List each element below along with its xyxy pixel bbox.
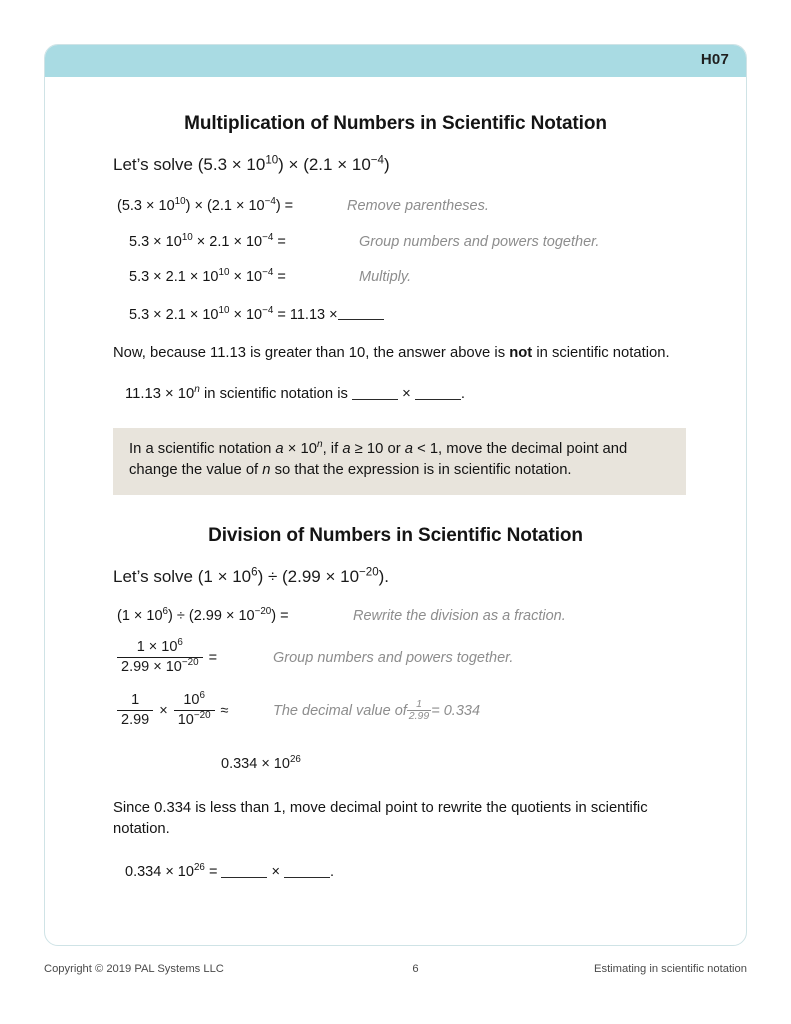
division-fraction-row-1 [45, 639, 746, 676]
footer-page-number: 6 [412, 963, 419, 975]
fillin-exponent: n [194, 384, 200, 396]
division-section-title: Division of Numbers in Scientific Notation [208, 524, 583, 546]
div-step-part-c: ) = [271, 607, 289, 624]
numerator-exponent: 6 [177, 637, 183, 649]
page-code-label: H07 [700, 51, 729, 68]
fillin-text-b: in scientific notation is [199, 386, 353, 403]
callout-exponent-n: n [316, 438, 323, 450]
multiplication-explanation-paragraph [113, 343, 746, 364]
division-intermediate-result [45, 753, 746, 772]
step-expr-part-c: = 11.13 × [273, 306, 338, 323]
multiplication-section-title: Multiplication of Numbers in Scientific Notation [184, 113, 607, 134]
division-lead-line [113, 567, 746, 587]
step-expr-part-c: ) = [275, 198, 294, 214]
step-expr-part-b: × 10 [229, 306, 263, 323]
denominator-exponent: −20 [181, 657, 199, 669]
numerator-exponent: 6 [199, 690, 205, 702]
div-lead-exponent-2: −20 [359, 565, 379, 578]
div-lead-text-c: ). [378, 566, 390, 586]
step-expr-sup-1: 10 [181, 231, 193, 243]
multiplication-step-row [45, 267, 746, 285]
step-expression [45, 267, 351, 285]
step-expr-part-a: 5.3 × 2.1 × 10 [129, 306, 219, 323]
page-footer [44, 963, 747, 975]
fraction [117, 692, 153, 729]
fraction-numerator: 1 [117, 692, 153, 711]
final-equals-sign: = [208, 864, 218, 881]
div-lead-text-a: Let’s solve (1 × 10 [113, 566, 252, 586]
numerator-text: 10 [183, 692, 200, 709]
fraction-denominator: 2.99 [408, 710, 430, 723]
div-lead-text-b: ) ÷ (2.99 × 10 [257, 566, 360, 586]
answer-blank[interactable] [415, 385, 461, 400]
denominator-exponent: −20 [193, 710, 211, 722]
callout-variable-a: a [404, 440, 413, 457]
inline-fraction [407, 699, 431, 723]
multiplication-step-row [45, 306, 746, 322]
division-explanation-paragraph: Since 0.334 is less than 1, move decimal point to rewrite the quotients in scientific notation. [113, 799, 648, 837]
step-expr-sup-1: 10 [174, 196, 186, 208]
page-header-bar [45, 45, 746, 77]
fraction-numerator: 1 [407, 699, 431, 712]
denominator-text: 2.99 × 10 [121, 659, 182, 676]
equals-sign: = [208, 649, 218, 666]
final-times-symbol: × [271, 864, 280, 881]
div-step-sup-2: −20 [254, 605, 272, 617]
fillin-times-symbol: × [402, 386, 411, 403]
step-expr-sup-2: −4 [262, 267, 274, 279]
callout-variable-n: n [262, 462, 271, 479]
fraction-expression [45, 639, 273, 676]
step-annotation: Group numbers and powers together. [359, 233, 600, 250]
multiplication-step-row [45, 196, 746, 214]
step-annotation: Rewrite the division as a fraction. [353, 607, 566, 624]
fraction [174, 692, 215, 729]
step-expr-part-b: × 10 [229, 269, 263, 285]
step-expr-part-c: = [273, 233, 286, 250]
step-expr-part-a: 5.3 × 2.1 × 10 [129, 269, 219, 285]
numerator-text: 1 × 10 [136, 639, 178, 656]
step-expression [45, 231, 351, 250]
result-text: 0.334 × 10 [221, 755, 290, 772]
step-annotation: Remove parentheses. [347, 198, 489, 214]
lead-text-suffix: ) [383, 155, 390, 174]
div-step-sup-1: 6 [162, 605, 169, 617]
explanation-text-b: in scientific notation. [532, 344, 670, 361]
step-expression [45, 306, 384, 322]
step-expr-part-b: ) × (2.1 × 10 [185, 198, 265, 214]
lead-exponent-1: 10 [265, 154, 279, 167]
worksheet-content [45, 77, 746, 883]
final-text: 0.334 × 10 [125, 864, 194, 881]
step-expression [45, 605, 345, 624]
step-expr-part-c: = [273, 269, 286, 285]
multiplication-fill-in-line [125, 384, 746, 405]
explanation-emphasis: not [509, 344, 533, 361]
approx-sign: ≈ [220, 702, 229, 719]
footer-copyright: Copyright © 2019 PAL Systems LLC [44, 963, 224, 975]
fraction-denominator [117, 658, 203, 676]
step-expr-sup-1: 10 [218, 304, 230, 316]
step-annotation [273, 650, 513, 666]
step-expr-sup-1: 10 [218, 267, 230, 279]
div-step-part-b: ) ÷ (2.99 × 10 [168, 607, 255, 624]
step-expr-part-b: × 2.1 × 10 [192, 233, 263, 250]
worksheet-page-card [44, 44, 747, 946]
multiplication-lead-line [113, 155, 746, 175]
step-expr-sup-2: −4 [262, 304, 274, 316]
final-period: . [329, 864, 334, 881]
footer-topic: Estimating in scientific notation [594, 963, 747, 975]
step-expr-part-a: (5.3 × 10 [117, 198, 175, 214]
callout-variable-a: a [342, 440, 351, 457]
scientific-notation-rule-callout [113, 428, 686, 495]
callout-text-e: < 1, move the decimal point and change the value of [129, 440, 628, 479]
answer-blank[interactable] [338, 306, 384, 321]
multiplication-step-row [45, 231, 746, 250]
answer-blank[interactable] [284, 864, 330, 879]
fraction [117, 639, 203, 676]
division-fill-in-line [125, 862, 746, 883]
result-exponent: 26 [289, 753, 301, 765]
division-step-row [45, 605, 746, 624]
fillin-text-a: 11.13 × 10 [125, 386, 195, 403]
step-expression [45, 196, 339, 214]
lead-text-prefix: Let’s solve (5.3 × 10 [113, 155, 266, 174]
callout-text-a: In a scientific notation [129, 440, 276, 457]
div-step-part-a: (1 × 10 [117, 607, 163, 624]
explanation-text-a: Now, because 11.13 is greater than 10, the answer above is [113, 344, 510, 361]
multiplication-steps [45, 196, 746, 323]
division-fraction-row-2 [45, 692, 746, 729]
step-expr-sup-2: −4 [264, 196, 276, 208]
answer-blank[interactable] [221, 864, 267, 879]
step-annotation: Multiply. [359, 269, 412, 285]
answer-blank[interactable] [352, 385, 398, 400]
callout-text-c: , if [322, 440, 343, 457]
fraction-expression [45, 692, 273, 729]
multiplication-sign: × [159, 702, 168, 719]
callout-text-b: × 10 [283, 440, 317, 457]
annotation-text-b: = 0.334 [431, 702, 481, 719]
fraction-numerator [117, 639, 203, 658]
step-expr-sup-2: −4 [262, 231, 274, 243]
callout-variable-a: a [275, 440, 284, 457]
callout-text-f: so that the expression is in scientific notation. [270, 462, 572, 479]
annotation-text-a: The decimal value of [273, 702, 407, 719]
fraction-numerator [174, 692, 215, 711]
step-annotation [273, 699, 480, 723]
lead-exponent-2: −4 [370, 154, 384, 167]
div-lead-exponent-1: 6 [251, 565, 258, 578]
callout-text-d: ≥ 10 or [350, 440, 405, 457]
annotation-text: Group numbers and powers together. [273, 649, 514, 666]
fraction-denominator [174, 711, 215, 729]
lead-text-mid: ) × (2.1 × 10 [278, 155, 371, 174]
denominator-text: 10 [177, 712, 194, 729]
fraction-denominator: 2.99 [121, 712, 150, 729]
fillin-period: . [460, 386, 466, 403]
step-expr-part-a: 5.3 × 10 [129, 233, 182, 250]
final-exponent: 26 [193, 862, 205, 874]
